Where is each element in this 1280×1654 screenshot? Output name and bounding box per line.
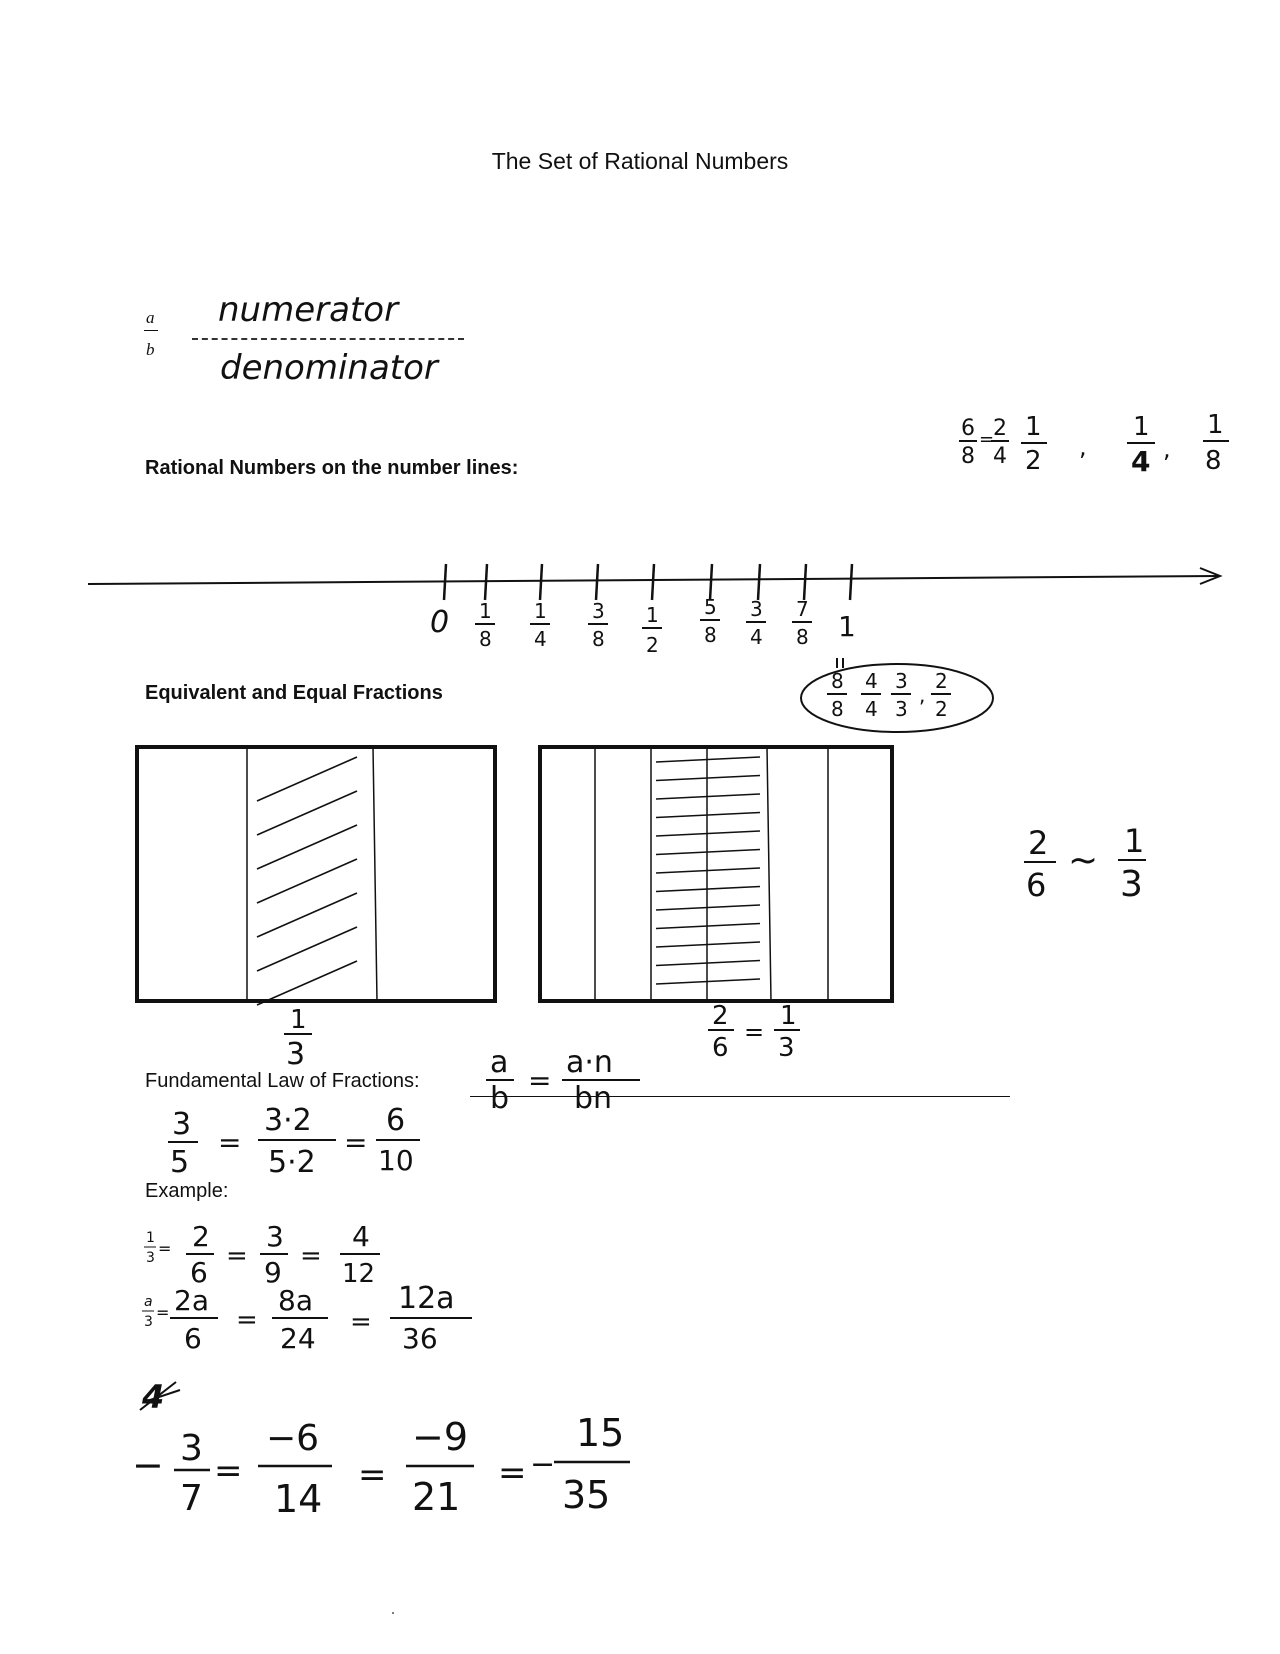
- number-line-tick: [652, 564, 654, 600]
- tick-label-den: 8: [796, 625, 809, 649]
- ex1-lead-den: 3: [146, 1250, 155, 1266]
- example-line-1: [140, 1220, 400, 1290]
- hatch-line: [656, 831, 760, 836]
- neg-equals: =: [498, 1453, 527, 1493]
- label-num: 1: [780, 1001, 797, 1031]
- ex2-den: 6: [184, 1322, 202, 1355]
- tick-label-zero: 0: [430, 605, 450, 640]
- neg-num: −6: [266, 1418, 320, 1459]
- tick-label-num: 3: [750, 597, 763, 621]
- label-den: 3: [778, 1033, 795, 1063]
- law-ex-num: 3·2: [264, 1103, 312, 1138]
- ex2-equals: =: [156, 1303, 170, 1322]
- hatch-line: [257, 791, 357, 835]
- label-equals: =: [744, 1018, 765, 1046]
- tick-label-num: 7: [796, 597, 809, 621]
- box-divider: [373, 747, 377, 1001]
- page-title: The Set of Rational Numbers: [491, 148, 789, 174]
- box-left-label: [270, 1002, 330, 1072]
- note-frac-den: 4: [993, 444, 1007, 469]
- printed-fraction-b: b: [146, 340, 155, 359]
- tick-label-den: 4: [534, 627, 547, 651]
- hatch-line: [656, 813, 760, 818]
- equiv-den: 3: [1120, 864, 1143, 905]
- ex1-equals: =: [158, 1239, 172, 1258]
- number-line-tick: [485, 564, 487, 600]
- note-frac-den: 2: [1025, 446, 1042, 476]
- neg-den: 21: [412, 1475, 461, 1519]
- law-num: a: [490, 1045, 509, 1080]
- hatch-line: [257, 859, 357, 903]
- neg-num: 3: [180, 1428, 203, 1469]
- example-line-2: [140, 1282, 480, 1358]
- number-line-tick: [850, 564, 852, 600]
- tick-label-num: 1: [646, 603, 659, 627]
- tick-label-num: 1: [534, 599, 547, 623]
- law-ex-den: 5: [170, 1145, 190, 1180]
- label-num: 1: [290, 1005, 307, 1035]
- box-shading: [656, 757, 760, 984]
- hatch-line: [656, 868, 760, 873]
- printed-fraction-a: a: [146, 308, 155, 327]
- neg-equals: =: [358, 1455, 387, 1495]
- note-frac-num: 1: [1133, 412, 1150, 442]
- law-equals: =: [528, 1064, 552, 1097]
- ex2-equals: =: [350, 1307, 372, 1337]
- tick-label-den: 2: [646, 633, 659, 657]
- hatch-line: [257, 927, 357, 971]
- circled-comma: ,: [919, 683, 926, 707]
- note-frac-num: 6: [961, 416, 975, 441]
- circled-frac-num: 3: [895, 669, 908, 693]
- box-divider: [767, 747, 771, 1001]
- law-ex-den: 10: [378, 1144, 414, 1177]
- hatch-line: [656, 757, 760, 762]
- hatch-line: [656, 942, 760, 947]
- neg-den: 14: [274, 1477, 323, 1521]
- equiv-num: 2: [1028, 824, 1049, 862]
- ex2-lead-den: 3: [144, 1314, 153, 1330]
- ex2-den: 36: [402, 1322, 438, 1355]
- tick-label-num: 5: [704, 595, 717, 619]
- number-line-tick: [804, 564, 806, 600]
- dashed-fraction-line: [192, 338, 464, 340]
- law-ex-num: 3: [172, 1107, 192, 1142]
- law-ex-equals: =: [344, 1126, 368, 1159]
- law-den: bn: [574, 1081, 613, 1116]
- tick-label-num: 1: [479, 599, 492, 623]
- equivalence-note: [1020, 820, 1170, 910]
- ex1-equals: =: [300, 1241, 322, 1271]
- equiv-den: 6: [1026, 866, 1047, 904]
- number-line-tick: [540, 564, 542, 600]
- ex1-den: 9: [264, 1256, 282, 1289]
- box-shading: [257, 757, 357, 1005]
- fundamental-law-formula: [482, 1040, 672, 1120]
- tick-label-den: 8: [592, 627, 605, 651]
- box-one-third: [135, 745, 499, 1007]
- note-frac-den: 8: [1205, 446, 1222, 476]
- top-right-note: [955, 405, 1255, 485]
- law-ex-den: 5·2: [268, 1145, 316, 1180]
- number-line-labels: [430, 595, 856, 657]
- circled-frac-num: 8: [831, 669, 844, 693]
- circled-frac-den: 3: [895, 697, 908, 721]
- label-den: 3: [286, 1037, 306, 1072]
- hatch-line: [656, 905, 760, 910]
- note-equals: =: [979, 429, 995, 450]
- hatch-line: [656, 776, 760, 781]
- stray-dot: [392, 1612, 394, 1614]
- scribble-text: 4: [142, 1378, 165, 1416]
- hatch-line: [257, 757, 357, 801]
- tick-label-den: 8: [704, 623, 717, 647]
- label-den: 6: [712, 1033, 729, 1063]
- box-outline: [137, 747, 495, 1001]
- law-example: [160, 1100, 440, 1180]
- ex1-num: 3: [266, 1220, 284, 1253]
- fundamental-law-label: Fundamental Law of Fractions:: [145, 1070, 420, 1092]
- ex2-lead-num: a: [144, 1294, 153, 1310]
- tick-label-den: 4: [750, 625, 763, 649]
- ex1-equals: =: [226, 1241, 248, 1271]
- circled-equal-fractions: [795, 650, 1025, 750]
- label-num: 2: [712, 1001, 729, 1031]
- equiv-num: 1: [1124, 822, 1145, 860]
- law-ex-equals: =: [218, 1126, 242, 1159]
- hatch-line: [656, 850, 760, 855]
- neg-num: −9: [412, 1415, 469, 1459]
- note-frac-num: 2: [993, 416, 1007, 441]
- note-frac-num: 1: [1025, 412, 1042, 442]
- number-line-tick: [444, 564, 446, 600]
- ex1-num: 2: [192, 1220, 210, 1253]
- number-line-tick: [596, 564, 598, 600]
- circled-frac-num: 2: [935, 669, 948, 693]
- ex2-num: 8a: [278, 1284, 313, 1317]
- ex2-den: 24: [280, 1322, 316, 1355]
- tick-label-one: 1: [838, 610, 856, 643]
- hatch-line: [656, 961, 760, 966]
- note-frac-num: 1: [1207, 410, 1224, 440]
- hatch-line: [656, 794, 760, 799]
- equiv-tilde: ~: [1068, 840, 1099, 881]
- neg-equals: =: [214, 1451, 243, 1491]
- circled-frac-den: 8: [831, 697, 844, 721]
- ex1-lead-num: 1: [146, 1230, 155, 1246]
- example-label: Example:: [145, 1180, 229, 1202]
- circled-frac-den: 2: [935, 697, 948, 721]
- neg-den: 7: [180, 1478, 203, 1519]
- neg-sign: −: [132, 1443, 164, 1487]
- handwritten-denominator: denominator: [220, 348, 438, 388]
- circled-frac-den: 4: [865, 697, 878, 721]
- tick-label-num: 3: [592, 599, 605, 623]
- number-line: [0, 540, 1280, 680]
- hatch-line: [656, 887, 760, 892]
- hatch-line: [656, 924, 760, 929]
- printed-fraction-bar: [144, 330, 158, 331]
- ex2-num: 12a: [398, 1282, 455, 1316]
- note-comma: ,: [1163, 435, 1171, 463]
- law-num: a·n: [566, 1045, 613, 1080]
- neg-num: 15: [576, 1411, 625, 1455]
- section-heading-number-lines: Rational Numbers on the number lines:: [145, 457, 519, 479]
- law-ex-num: 6: [386, 1103, 406, 1138]
- hatch-line: [257, 893, 357, 937]
- handwritten-numerator: numerator: [218, 290, 399, 330]
- negative-fractions-line: [130, 1410, 650, 1540]
- box-right-label: [700, 998, 830, 1068]
- note-frac-den: 8: [961, 444, 975, 469]
- note-comma: ,: [1079, 433, 1087, 461]
- circled-frac-num: 4: [865, 669, 878, 693]
- hatch-line: [257, 825, 357, 869]
- box-two-sixths: [538, 745, 896, 1007]
- neg-den: 35: [562, 1473, 611, 1517]
- note-frac-den: 4: [1131, 445, 1151, 478]
- hatch-line: [257, 961, 357, 1005]
- ex2-equals: =: [236, 1305, 258, 1335]
- ex1-num: 4: [352, 1220, 370, 1253]
- ex1-den: 12: [342, 1259, 376, 1289]
- tick-label-den: 8: [479, 627, 492, 651]
- law-den: b: [490, 1081, 510, 1116]
- hatch-line: [656, 979, 760, 984]
- section-heading-equivalent: Equivalent and Equal Fractions: [145, 682, 443, 704]
- ex2-num: 2a: [174, 1284, 209, 1317]
- number-line-tick: [758, 564, 760, 600]
- ex1-den: 6: [190, 1256, 208, 1289]
- neg-sign: −: [530, 1447, 556, 1482]
